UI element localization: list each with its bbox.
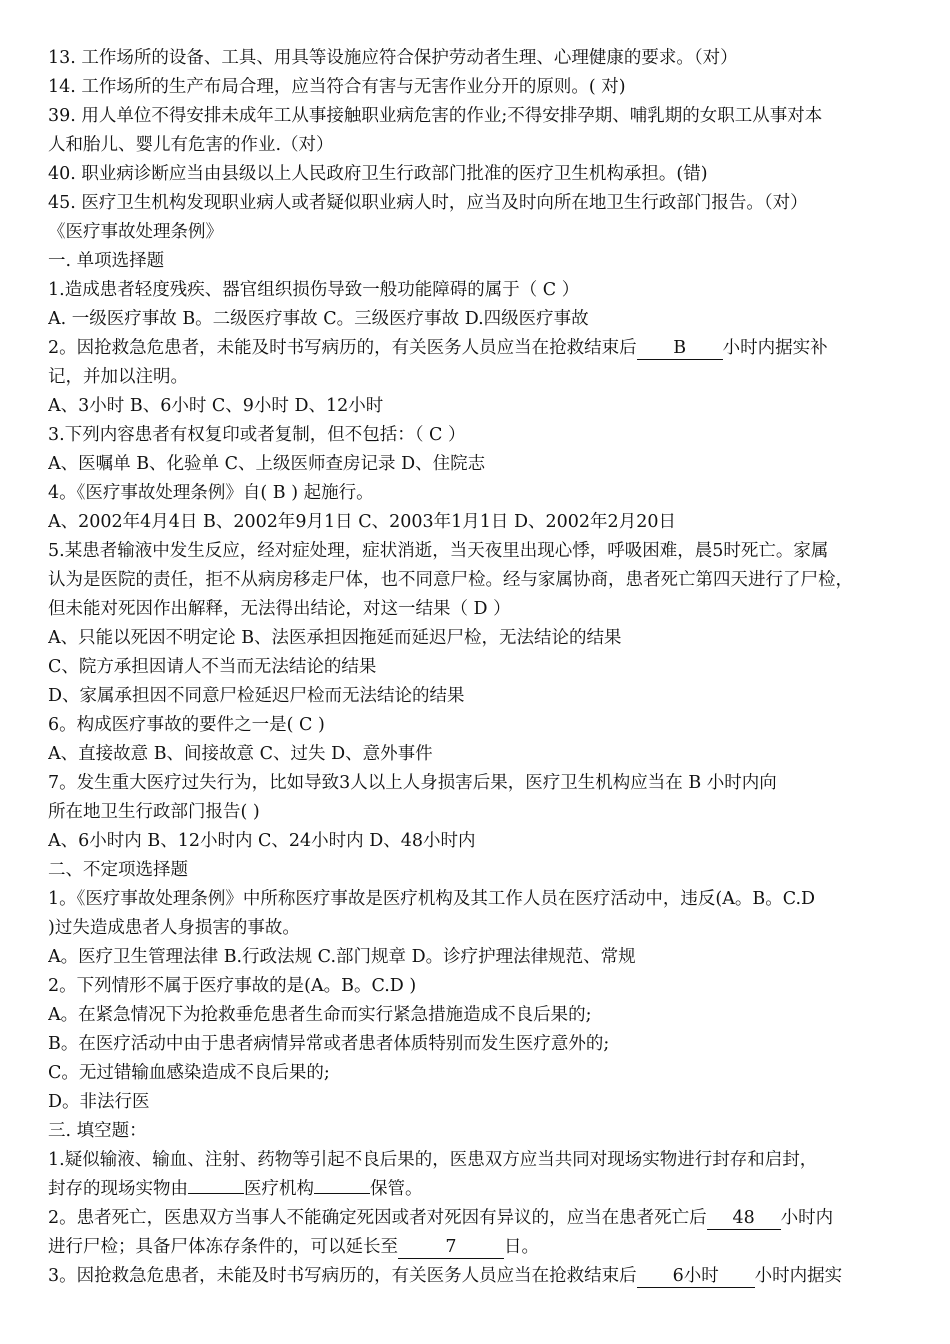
text-line-1: 13. 工作场所的设备、工具、用具等设施应符合保护劳动者生理、心理健康的要求。（对） <box>48 48 738 68</box>
text-line-4: 人和胎儿、婴儿有危害的作业.（对） <box>48 135 334 155</box>
question-5: 5.某患者输液中发生反应，经对症处理，症状消逝，当天夜里出现心悸，呼吸困难，晨5时死亡。家属 <box>48 541 829 561</box>
question-5-option-d: D、家属承担因不同意尸检延迟尸检而无法结论的结果 <box>48 686 465 706</box>
question-6: 6。构成医疗事故的要件之一是( C ) <box>48 715 325 735</box>
multi-question-2-option-a: A。在紧急情况下为抢救垂危患者生命而实行紧急措施造成不良后果的; <box>48 1005 592 1025</box>
fill-question-2-text-a: 2。患者死亡，医患双方当事人不能确定死因或者对死因有异议的，应当在患者死亡后 <box>48 1208 707 1228</box>
fill-question-1-blank-1 <box>188 1193 244 1194</box>
question-2-answer-blank: B <box>637 337 723 360</box>
section-title: 《医疗事故处理条例》 <box>48 222 223 242</box>
fill-question-3 <box>48 1263 910 1289</box>
question-2-cont: 记，并加以注明。 <box>48 367 188 387</box>
question-5-options-ab: A、只能以死因不明定论 B、法医承担因拖延而延迟尸检，无法结论的结果 <box>48 628 622 648</box>
question-3-options: A、医嘱单 B、化验单 C、上级医师查房记录 D、住院志 <box>48 454 486 474</box>
multi-question-2: 2。下列情形不属于医疗事故的是(A。B。C.D ) <box>48 976 417 996</box>
question-4: 4。《医疗事故处理条例》自( B ) 起施行。 <box>48 483 374 503</box>
fill-question-2-text-c: 进行尸检；具备尸体冻存条件的，可以延长至 <box>48 1237 398 1257</box>
section-heading-single-choice: 一. 单项选择题 <box>48 251 165 271</box>
question-2-text-b: 小时内据实补 <box>722 338 828 358</box>
question-6-options: A、直接故意 B、间接故意 C、过失 D、意外事件 <box>48 744 433 764</box>
section-heading-multi-choice: 二、不定项选择题 <box>48 860 188 880</box>
fill-question-1-text-b: 医疗机构 <box>244 1179 314 1199</box>
fill-question-2-blank-1: 48 <box>707 1207 781 1230</box>
text-line-2: 14. 工作场所的生产布局合理，应当符合有害与无害作业分开的原则。( 对) <box>48 77 626 97</box>
fill-question-1: 1.疑似输液、输血、注射、药物等引起不良后果的，医患双方应当共同对现场实物进行封存和启封， <box>48 1150 818 1170</box>
fill-question-2-text-b: 小时内 <box>780 1208 834 1228</box>
fill-question-1-text-c: 保管。 <box>370 1179 423 1199</box>
multi-question-1-options: A。医疗卫生管理法律 B.行政法规 C.部门规章 D。诊疗护理法律规范、常规 <box>48 947 636 967</box>
text-line-5: 40. 职业病诊断应当由县级以上人民政府卫生行政部门批准的医疗卫生机构承担。(错) <box>48 164 708 184</box>
fill-question-2 <box>48 1205 910 1231</box>
fill-question-1-text-a: 封存的现场实物由 <box>48 1179 188 1199</box>
multi-question-2-option-b: B。在医疗活动中由于患者病情异常或者患者体质特别而发生医疗意外的; <box>48 1034 610 1054</box>
question-2-options: A、3小时 B、6小时 C、9小时 D、12小时 <box>48 396 384 416</box>
question-3: 3.下列内容患者有权复印或者复制，但不包括：（ C ） <box>48 425 466 445</box>
question-5-cont-1: 认为是医院的责任，拒不从病房移走尸体，也不同意尸检。经与家属协商，患者死亡第四天进行了尸检， <box>48 570 853 590</box>
question-7: 7。发生重大医疗过失行为，比如导致3人以上人身损害后果，医疗卫生机构应当在 B 小时内向 <box>48 773 777 793</box>
question-5-cont-2: 但未能对死因作出解释，无法得出结论，对这一结果（ D ） <box>48 599 511 619</box>
text-line-3: 39. 用人单位不得安排未成年工从事接触职业病危害的作业;不得安排孕期、哺乳期的女职工从事对本 <box>48 106 823 126</box>
question-1-options: A. 一级医疗事故 B。二级医疗事故 C。三级医疗事故 D.四级医疗事故 <box>48 309 589 329</box>
fill-question-2-blank-2: 7 <box>398 1236 504 1259</box>
multi-question-2-option-d: D。非法行医 <box>48 1092 150 1112</box>
fill-question-3-text-a: 3。因抢救急危患者，未能及时书写病历的，有关医务人员应当在抢救结束后 <box>48 1266 637 1286</box>
question-1: 1.造成患者轻度残疾、器官组织损伤导致一般功能障碍的属于（ C ） <box>48 280 580 300</box>
fill-question-1-blank-2 <box>314 1193 370 1194</box>
multi-question-2-option-c: C。无过错输血感染造成不良后果的; <box>48 1063 330 1083</box>
fill-question-3-text-b: 小时内据实 <box>754 1266 843 1286</box>
question-2 <box>48 335 910 361</box>
question-7-cont: 所在地卫生行政部门报告( ) <box>48 802 260 822</box>
multi-question-1-cont: )过失造成患者人身损害的事故。 <box>48 918 300 938</box>
multi-question-1: 1。《医疗事故处理条例》中所称医疗事故是医疗机构及其工作人员在医疗活动中，违反(A。B。C.D <box>48 889 816 909</box>
text-line-6: 45. 医疗卫生机构发现职业病人或者疑似职业病人时，应当及时向所在地卫生行政部门报告。（对） <box>48 193 808 213</box>
fill-question-3-blank: 6小时 <box>637 1265 755 1288</box>
section-heading-fill-blank: 三. 填空题： <box>48 1121 147 1141</box>
fill-question-2-text-d: 日。 <box>504 1237 539 1257</box>
question-4-options: A、2002年4月4日 B、2002年9月1日 C、2003年1月1日 D、2002年2月20日 <box>48 512 676 532</box>
fill-question-1-cont <box>48 1176 910 1202</box>
fill-question-2-cont <box>48 1234 910 1260</box>
question-7-options: A、6小时内 B、12小时内 C、24小时内 D、48小时内 <box>48 831 476 851</box>
question-5-option-c: C、院方承担因请人不当而无法结论的结果 <box>48 657 377 677</box>
question-2-text-a: 2。因抢救急危患者，未能及时书写病历的，有关医务人员应当在抢救结束后 <box>48 338 637 358</box>
